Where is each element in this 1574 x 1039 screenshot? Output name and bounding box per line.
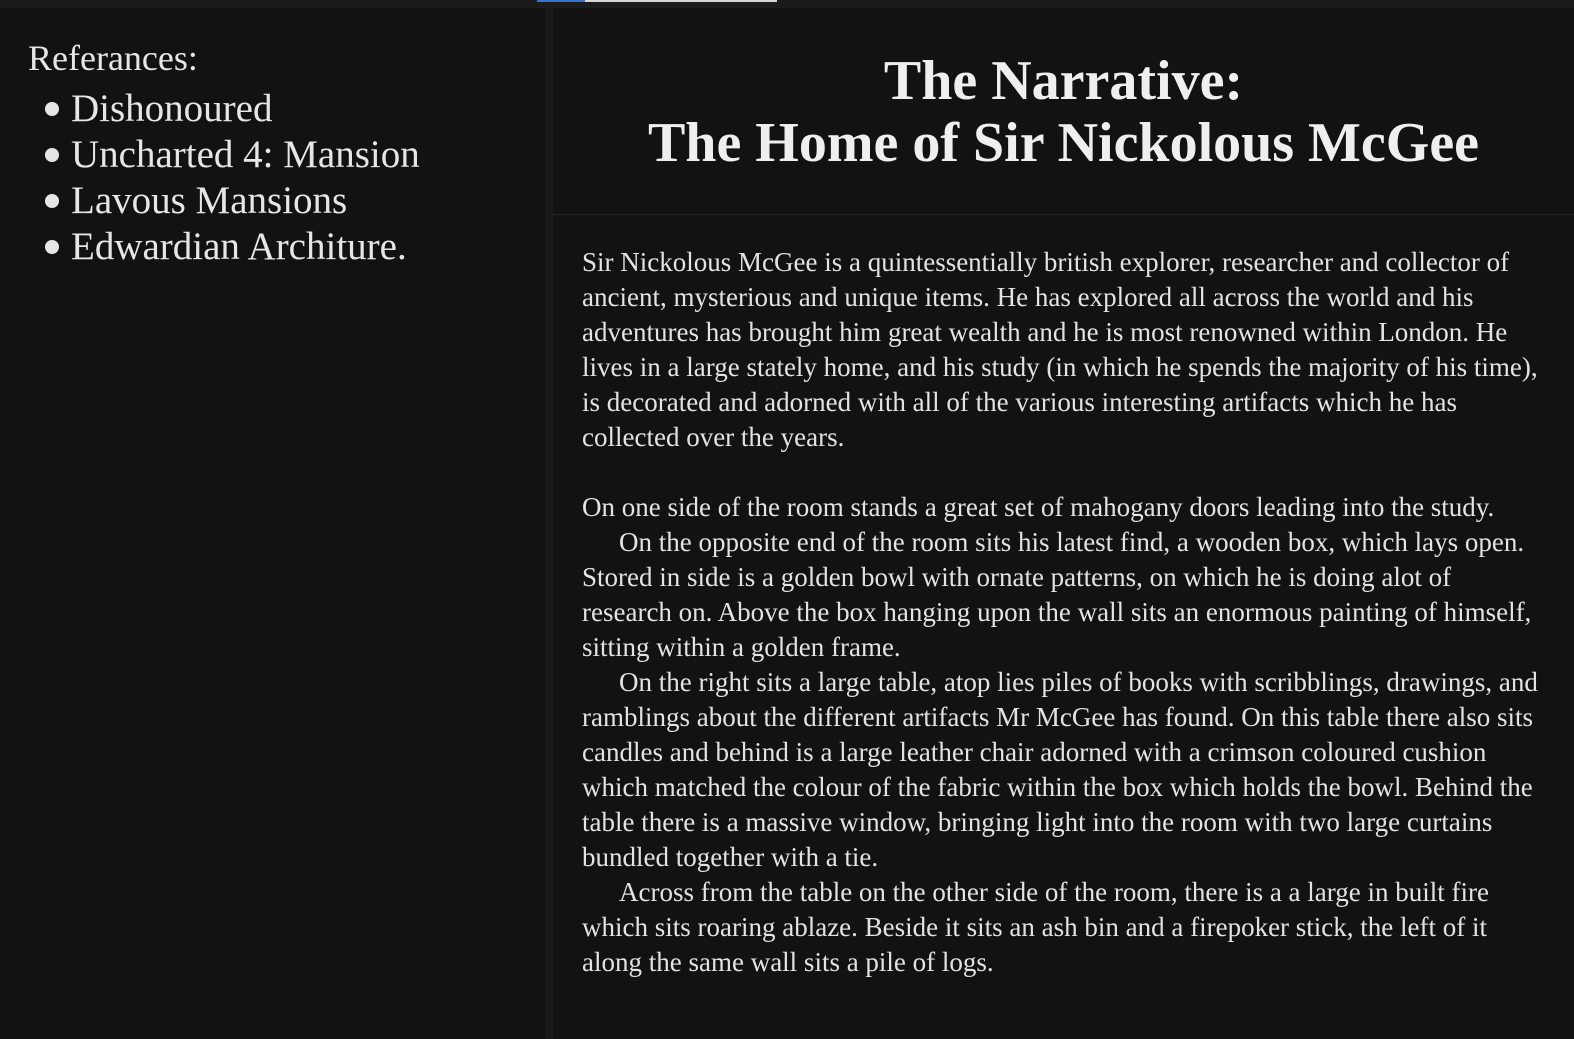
- panel-divider[interactable]: [545, 8, 553, 1039]
- page-title: [553, 8, 1574, 174]
- tab-indicator-active[interactable]: [537, 0, 585, 2]
- title-line-2: The Home of Sir Nickolous McGee: [647, 112, 1480, 174]
- reference-label: Uncharted 4: Mansion: [71, 133, 420, 176]
- paragraph: Across from the table on the other side of the room, there is a a large in built fire which sits roaring ablaze. Beside it sits an ash bin and a firepoker stick, the left of it along the same wall sits a pile of logs.: [582, 877, 1489, 977]
- reference-label: Dishonoured: [71, 87, 273, 130]
- list-item: [45, 86, 420, 132]
- top-bar: [0, 0, 1574, 8]
- list-item: [45, 224, 420, 270]
- list-item: [45, 132, 420, 178]
- references-panel: [0, 8, 545, 1039]
- list-item: [45, 178, 420, 224]
- reference-label: Edwardian Architure.: [71, 225, 407, 268]
- title-line-1: The Narrative:: [883, 50, 1244, 112]
- paragraph: Sir Nickolous McGee is a quintessentially british explorer, researcher and collector of ancient, mysterious and unique items. He has explored all across the world and his adventures has brought him great wealth and he is most renowned within London. He lives in a large stately home, and his study (in which he spends the majority of his time), is decorated and adorned with all of the various interesting artifacts which he has collected over the years.: [582, 247, 1538, 452]
- references-title: Referances:: [28, 38, 198, 78]
- paragraph: On one side of the room stands a great set of mahogany doors leading into the study.: [582, 492, 1495, 522]
- bullet-icon: [45, 102, 59, 116]
- narrative-panel: [553, 8, 1574, 1039]
- bullet-icon: [45, 148, 59, 162]
- narrative-header: [553, 8, 1574, 215]
- bullet-icon: [45, 194, 59, 208]
- tab-indicator[interactable]: [585, 0, 777, 2]
- narrative-body: [582, 245, 1547, 980]
- paragraph: On the opposite end of the room sits his latest find, a wooden box, which lays open. Stored in side is a golden bowl with ornate patterns, on which he is doing alot of research on. Above the box hanging upon the wall sits an enormous painting of himself, sitting within a golden frame.: [582, 527, 1532, 662]
- references-list: [45, 86, 420, 270]
- reference-label: Lavous Mansions: [71, 179, 348, 222]
- bullet-icon: [45, 240, 59, 254]
- paragraph: On the right sits a large table, atop lies piles of books with scribblings, drawings, and ramblings about the different artifacts Mr McGee has found. On this table there also sits candles and behind is a large leather chair adorned with a crimson coloured cushion which matched the colour of the fabric within the box which holds the bowl. Behind the table there is a massive window, bringing light into the room with two large curtains bundled together with a tie.: [582, 667, 1538, 872]
